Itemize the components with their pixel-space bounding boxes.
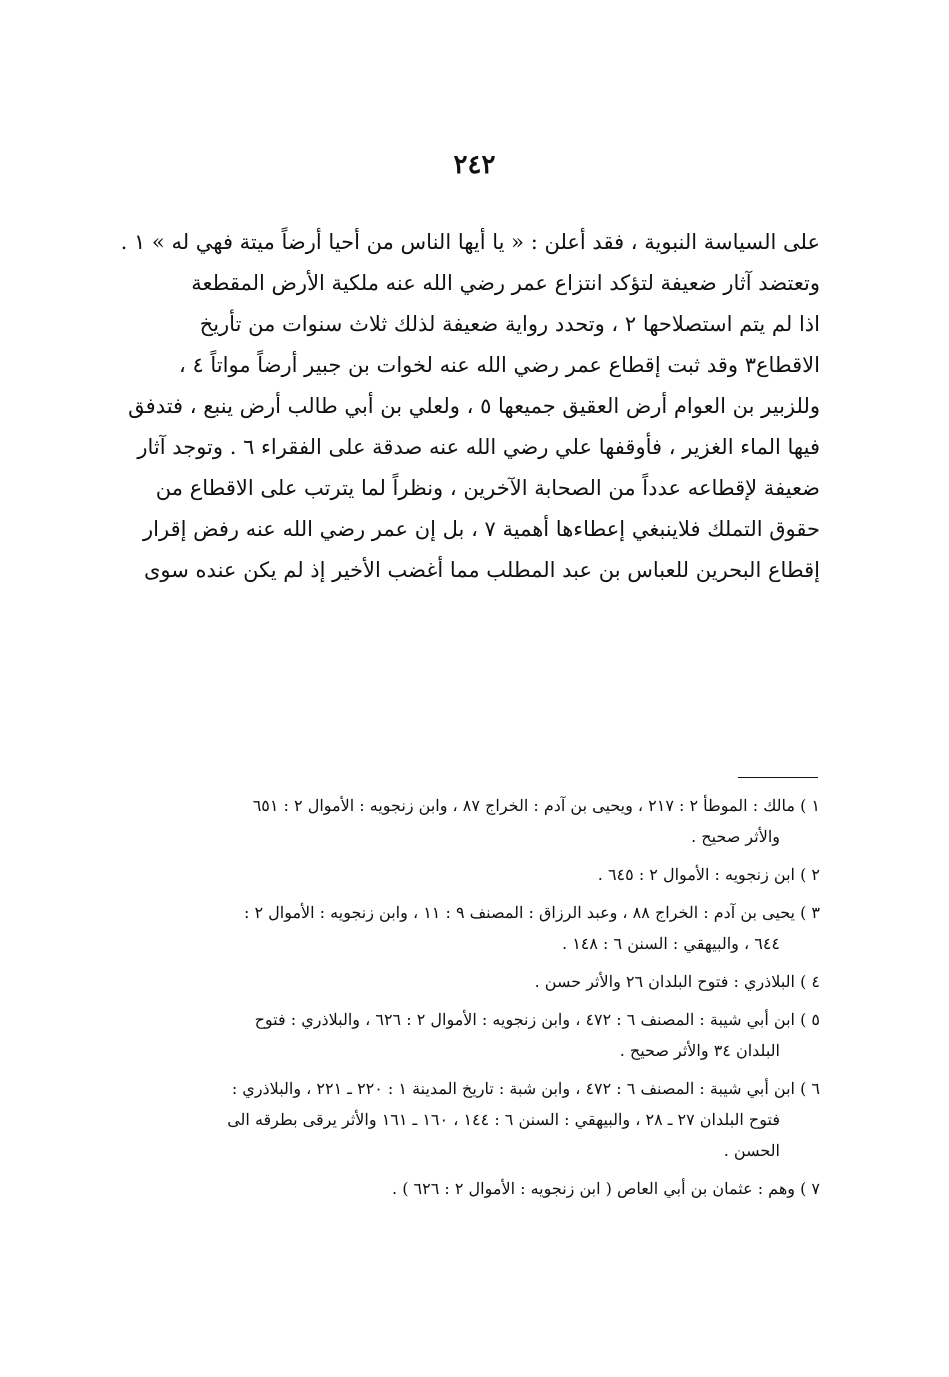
page-number: ٢٤٢ [453,150,496,180]
footnote-line: الحسن . [723,1141,780,1160]
footnote-line: ٦٤٤ ، والبيهقي : السنن ٦ : ١٤٨ . [562,934,780,953]
text-line: إقطاع البحرين للعباس بن عبد المطلب مما أغضب الأخير إذ لم يكن عنده سوى [143,558,820,582]
footnote-line: والأثر صحيح . [691,827,780,846]
footnote-line: ٥ ) ابن أبي شيبة : المصنف ٦ : ٤٧٢ ، وابن زنجويه : الأموال ٢ : ٦٢٦ ، والبلاذري : فتوح [254,1010,820,1029]
footnote-7 [130,1173,820,1204]
footnote-line: ٧ ) وهم : عثمان بن أبي العاص ( ابن زنجويه : الأموال ٢ : ٦٢٦ ) . [392,1179,820,1198]
text-line: وللزبير بن العوام أرض العقيق جميعها ٥ ، ولعلي بن أبي طالب أرض ينبع ، فتدفق [128,394,820,418]
text-line: على السياسة النبوية ، فقد أعلن : « يا أيها الناس من أحيا أرضاً ميتة فهي له » ١ . [120,230,820,254]
text-line: الاقطاع٣ وقد ثبت إقطاع عمر رضي الله عنه لخوات بن جبير أرضاً مواتاً ٤ ، [178,353,820,377]
footnote-6 [130,1073,820,1166]
main-text [120,222,820,591]
text-line: وتعتضد آثار ضعيفة لتؤكد انتزاع عمر رضي الله عنه ملكية الأرض المقطعة [191,271,820,295]
footnote-line: ١ ) مالك : الموطأ ٢ : ٢١٧ ، ويحيى بن آدم : الخراج ٨٧ ، وابن زنجويه : الأموال ٢ : ٦٥١ [252,796,820,815]
text-line: ضعيفة لإقطاعه عدداً من الصحابة الآخرين ، ونظراً لما يترتب على الاقطاع من [155,476,820,500]
footnote-4 [130,966,820,997]
footnote-line: البلدان ٣٤ والأثر صحيح . [619,1041,780,1060]
footnote-line: ٣ ) يحيى بن آدم : الخراج ٨٨ ، وعبد الرزاق : المصنف ٩ : ١١ ، وابن زنجويه : الأموال ٢ : [243,903,820,922]
footnote-5 [130,1004,820,1066]
footnote-2 [130,859,820,890]
text-line: اذا لم يتم استصلاحها ٢ ، وتحدد رواية ضعيفة لذلك ثلاث سنوات من تأريخ [199,312,820,336]
footnote-separator [738,777,818,778]
footnote-3 [130,897,820,959]
footnote-line: ٤ ) البلاذري : فتوح البلدان ٢٦ والأثر حسن . [534,972,820,991]
footnotes [130,790,820,1204]
footnote-line: ٢ ) ابن زنجويه : الأموال ٢ : ٦٤٥ . [597,865,820,884]
footnote-1 [130,790,820,852]
footnote-line: فتوح البلدان ٢٧ ـ ٢٨ ، والبيهقي : السنن ٦ : ١٤٤ ، ١٦٠ ـ ١٦١ والأثر يرقى بطرقه الى [227,1110,780,1129]
text-line: فيها الماء الغزير ، فأوقفها علي رضي الله عنه صدقة على الفقراء ٦ . وتوجد آثار [137,435,820,459]
text-line: حقوق التملك فلاينبغي إعطاءها أهمية ٧ ، بل إن عمر رضي الله عنه رفض إقرار [143,517,820,541]
footnote-line: ٦ ) ابن أبي شيبة : المصنف ٦ : ٤٧٢ ، وابن شبة : تاريخ المدينة ١ : ٢٢٠ ـ ٢٢١ ، والبلاذري : [231,1079,820,1098]
